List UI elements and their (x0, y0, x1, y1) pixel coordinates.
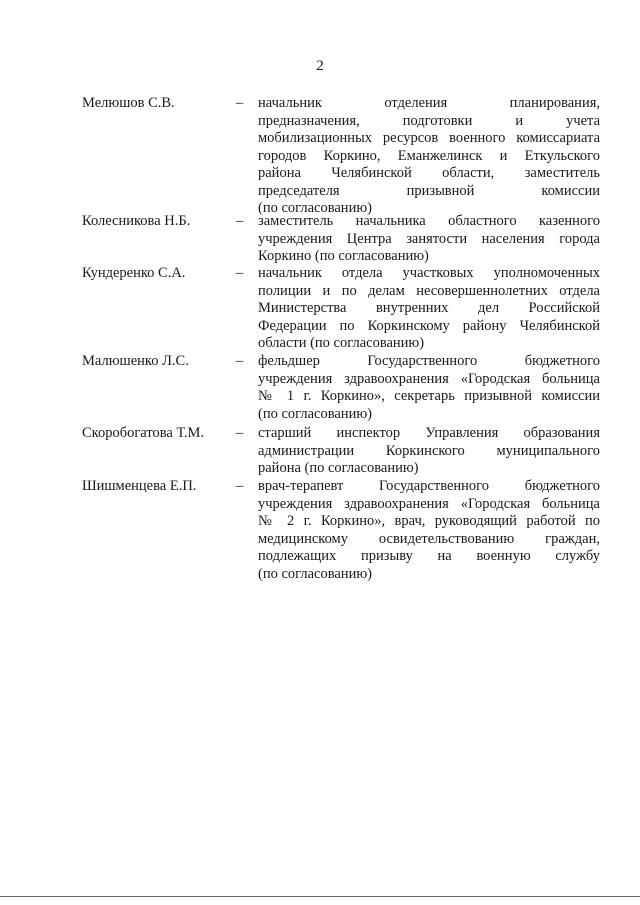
position-line: администрации Коркинского муниципального (258, 442, 600, 459)
position-line: № 2 г. Коркино», врач, руководящий работой по (258, 513, 600, 529)
dash-separator: – (236, 353, 244, 369)
position-line: Коркино (по согласованию) (258, 248, 429, 264)
member-position (258, 425, 600, 478)
position-line: области (по согласованию) (258, 335, 425, 351)
position-line: старший инспектор Управления образования (258, 425, 600, 441)
position-line: городов Коркино, Еманжелинск и Еткульского (258, 147, 600, 164)
dash-separator: – (236, 265, 244, 281)
member-position (258, 478, 600, 583)
position-line: № 1 г. Коркино», секретарь призывной комиссии (258, 388, 600, 404)
position-line: предназначения, подготовки и учета (258, 112, 600, 129)
position-line: начальник отделения планирования, (258, 95, 600, 111)
position-line: учреждения здравоохранения «Городская больница (258, 370, 600, 387)
position-line: медицинскому освидетельствованию граждан, (258, 530, 600, 547)
dash-separator: – (236, 478, 244, 494)
member-position (258, 265, 600, 353)
position-line: Федерации по Коркинскому району Челябинской (258, 317, 600, 334)
member-position (258, 95, 600, 218)
member-name: Кундеренко С.А. (82, 265, 186, 281)
dash-separator: – (236, 95, 244, 111)
member-name: Скоробогатова Т.М. (82, 425, 205, 441)
page-number: 2 (316, 58, 324, 74)
position-line: председателя призывной комиссии (258, 182, 600, 199)
position-line: Министерства внутренних дел Российской (258, 300, 600, 316)
member-name: Мелюшов С.В. (82, 95, 175, 111)
member-position (258, 213, 600, 266)
dash-separator: – (236, 425, 244, 441)
position-line: фельдшер Государственного бюджетного (258, 353, 600, 369)
position-line: района (по согласованию) (258, 460, 419, 476)
position-line: заместитель начальника областного казенного (258, 213, 600, 229)
position-line: полиции и по делам несовершеннолетних отдела (258, 282, 600, 299)
dash-separator: – (236, 213, 244, 229)
member-name: Колесникова Н.Б. (82, 213, 191, 229)
position-line: учреждения здравоохранения «Городская больница (258, 495, 600, 512)
position-line: врач-терапевт Государственного бюджетного (258, 478, 600, 494)
position-line: начальник отдела участковых уполномоченных (258, 265, 600, 281)
position-line: учреждения Центра занятости населения города (258, 230, 600, 247)
position-line: (по согласованию) (258, 405, 372, 422)
position-line: подлежащих призыву на военную службу (258, 548, 600, 564)
page-bottom-edge (0, 896, 640, 897)
position-line: (по согласованию) (258, 200, 372, 216)
member-name: Шишменцева Е.П. (82, 478, 197, 494)
position-line: мобилизационных ресурсов военного комиссариата (258, 130, 600, 146)
position-line: (по согласованию) (258, 565, 372, 582)
position-line: района Челябинской области, заместитель (258, 165, 600, 181)
member-name: Малюшенко Л.С. (82, 353, 189, 369)
member-position (258, 353, 600, 423)
